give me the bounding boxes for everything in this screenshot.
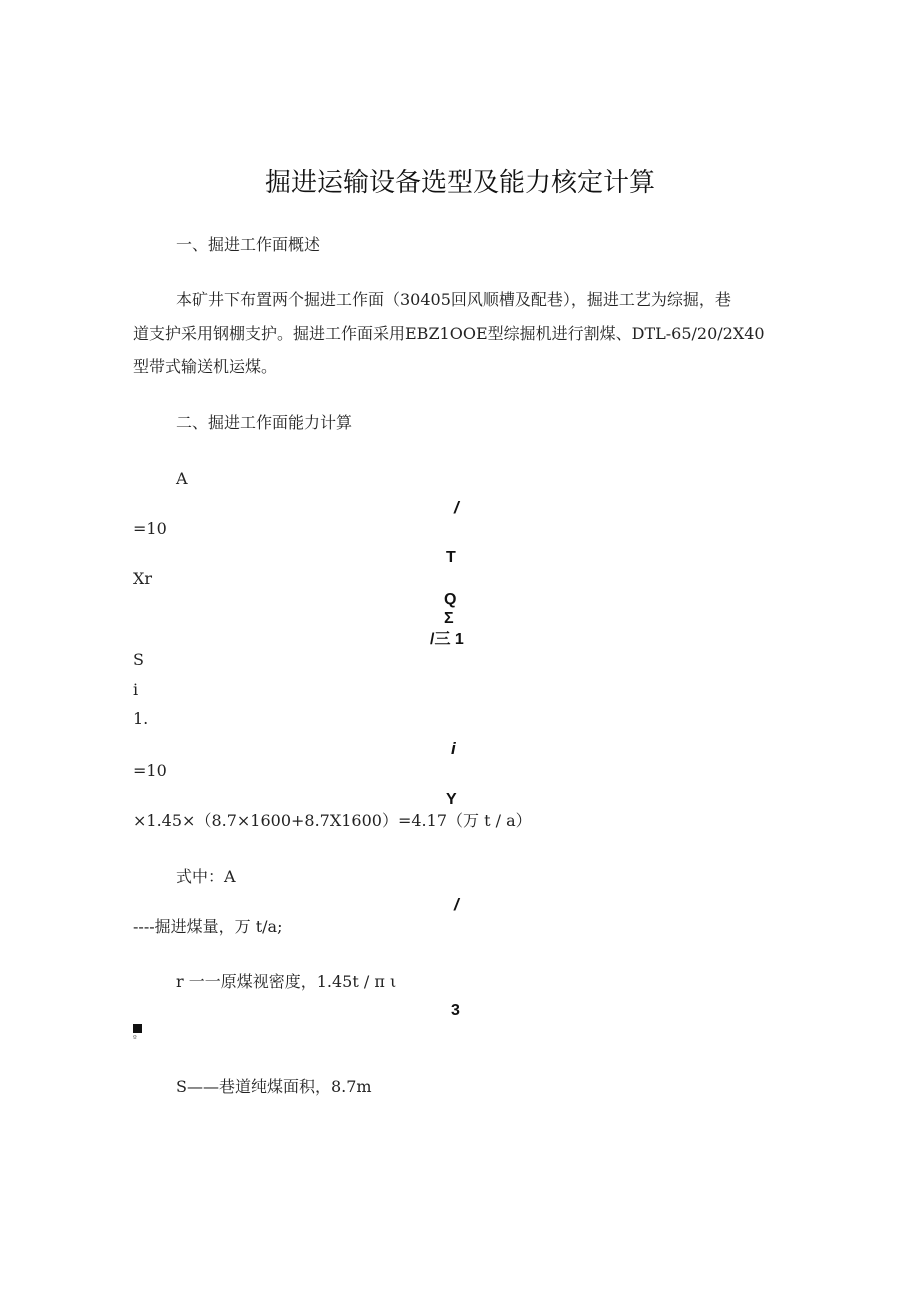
- formula-a-label: A: [176, 469, 188, 488]
- formula-one: 1.: [133, 709, 149, 728]
- overview-line-3: 型带式输送机运煤。: [133, 357, 278, 376]
- formula-eq-10-second: =10: [133, 761, 167, 780]
- formula-sigma: Σ: [444, 610, 454, 627]
- definition-a: ----掘进煤量，万 t/a;: [133, 917, 283, 936]
- formula-xr: Xr: [133, 569, 153, 588]
- formula-eq-10-first: =10: [133, 519, 167, 538]
- square-mark: [133, 1024, 142, 1033]
- formula-sum-limit: /三 1: [430, 631, 464, 648]
- definition-r: r 一一原煤视密度，1.45t / π ι: [176, 972, 397, 991]
- formula-s: S: [133, 650, 144, 669]
- formula-T: T: [446, 549, 456, 566]
- section-2-heading: 二、掘进工作面能力计算: [176, 413, 353, 432]
- formula-right-slash: /: [454, 498, 459, 517]
- formula-Q: Q: [444, 591, 457, 608]
- document-title: 掘进运输设备选型及能力核定计算: [264, 168, 655, 198]
- definition-s: S——巷道纯煤面积，8.7m: [176, 1077, 372, 1096]
- definitions-slash: /: [454, 895, 459, 914]
- definitions-where: 式中：A: [176, 867, 236, 886]
- formula-result: ×1.45×（8.7×1600+8.7X1600）=4.17（万 t / a）: [133, 811, 532, 830]
- overview-line-1: 本矿井下布置两个掘进工作面（30405回风顺槽及配巷），掘进工艺为综掘，巷: [176, 290, 731, 309]
- superscript-3: 3: [451, 1002, 460, 1019]
- formula-italic-i: i: [451, 739, 456, 758]
- formula-i: i: [133, 680, 139, 699]
- overview-line-2: 道支护采用钢棚支护。掘进工作面采用EBZ1OOE型综掘机进行割煤、DTL-65/20/2X40: [133, 324, 765, 343]
- section-1-heading: 一、掘进工作面概述: [176, 235, 321, 254]
- tiny-mark: º: [133, 1034, 137, 1043]
- formula-Y: Y: [446, 791, 457, 808]
